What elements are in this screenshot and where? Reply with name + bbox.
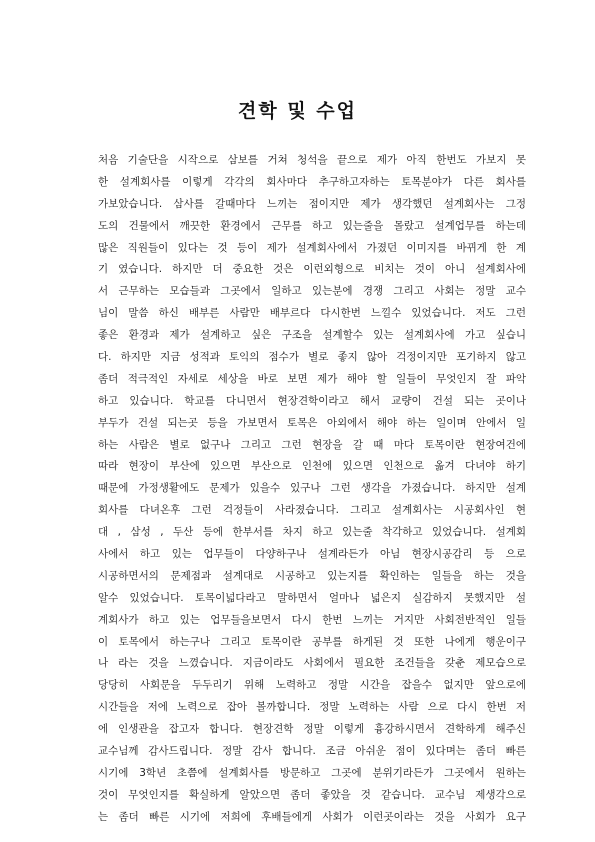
text-line: 교수님께 감사드립니다. 정말 감사 합니다. 조금 아쉬운 점이 있다며는 좀더 빠른 <box>98 745 526 758</box>
text-line: 계회사가 하고 있는 업무들을보면서 다시 한번 느끼는 거지만 사회전반적인 일들 <box>98 613 526 626</box>
text-line: 좋은 환경과 제가 설계하고 싶은 구조을 설계할수 있는 설계회사에 가고 싶습니 <box>98 329 526 342</box>
text-line: 때문에 가정생활에도 문제가 있을수 있구나 그런 생각을 가졌습니다. 하지만 설계 <box>98 482 526 495</box>
text-line: 부두가 건설 되는곳 등을 가보면서 토목은 아외에서 해야 하는 일이며 안에서 일 <box>98 416 526 429</box>
text-line: 시공하면서의 문제점과 설계대로 시공하고 있는지를 확인하는 일들을 하는 것을 <box>98 569 526 582</box>
text-line: 나 라는 것을 느꼈습니다. 지금이라도 사회에서 필요한 조건들을 갖춘 제모습으로 <box>98 657 526 670</box>
text-line: 는 좀더 빠른 시기에 저희에 후배들에게 사회가 이런곳이라는 것을 사회가 요구 <box>98 810 526 823</box>
text-line: 에 인생관을 잡고자 합니다. 현장견학 정말 이렇게 흉강하시면서 견학하게 해주신 <box>98 723 526 736</box>
text-line: 많은 직원들이 있다는 것 등이 제가 설계회사에서 가졌던 이미지를 바뀌게 한 계 <box>98 241 526 254</box>
text-line: 이 토목에서 하는구나 그리고 토목이란 공부를 하게된 것 또한 나에게 행운이구 <box>98 635 526 648</box>
text-line: 서 근무하는 모습들과 그곳에서 일하고 있는분에 경쟁 그리고 사회는 정말 교수 <box>98 285 526 298</box>
text-line: 님이 말씀 하신 배부른 사람만 배부르다 다시한번 느낄수 있었습니다. 저도 그런 <box>98 307 526 320</box>
text-line: 당당히 사회문을 두두리기 위해 노력하고 정말 시간을 잡을수 없지만 앞으로에 <box>98 679 526 692</box>
text-line: 따라 현장이 부산에 있으면 부산으로 인천에 있으면 인천으로 옮겨 다녀야 하기 <box>98 460 526 473</box>
body-text <box>98 150 526 829</box>
text-line: 하고 있습니다. 학교를 다니면서 현장견학이라고 해서 교량이 건설 되는 곳이나 <box>98 394 526 407</box>
page-title: 견학 및 수업 <box>238 100 357 122</box>
text-line: 가보았습니다. 삼사를 갈때마다 느끼는 점이지만 제가 생각했던 설계회사는 그정 <box>98 197 526 210</box>
text-line: 회사를 다녀온후 그런 걱정들이 사라졌습니다. 그리고 설계회사는 시공회사인 현 <box>98 504 526 517</box>
text-line: 한 설계회사를 이렇게 각각의 회사마다 추구하고자하는 토목분야가 다른 회사를 <box>98 175 526 188</box>
text-line: 것이 무엇인지를 확실하게 알았으면 좀더 좋았을 것 같습니다. 교수님 제생각으로 <box>98 788 526 801</box>
text-line: 처음 기술단을 시작으로 삼보를 거쳐 청석을 끝으로 제가 아직 한번도 가보지 못 <box>98 154 526 166</box>
text-line: 알수 있었습니다. 토목이넓다라고 말하면서 얼마나 넓은지 실감하지 못했지만 설 <box>98 591 526 604</box>
text-line: 시간들을 저에 노력으로 잡아 볼까합니다. 정말 노력하는 사람 으로 다시 한번 저 <box>98 701 526 714</box>
text-line: 기 였습니다. 하지만 더 중요한 것은 이런외형으로 비치는 것이 아니 설계회사에 <box>98 263 526 276</box>
text-line: 다. 하지만 지금 성적과 토익의 점수가 별로 좋지 않아 걱정이지만 포기하지 않고 <box>98 351 526 364</box>
text-line: 사에서 하고 있는 업무들이 다양하구나 설계라든가 아님 현장시공감리 등 으로 <box>98 548 526 561</box>
text-line: 대 , 삼성 , 두산 등에 한부서를 차지 하고 있는줄 착각하고 있었습니다. 설계회 <box>98 526 526 539</box>
text-line: 하는 사람은 별로 없구나 그리고 그런 현장을 갈 때 마다 토목이란 현장여건에 <box>98 438 526 451</box>
text-line: 좀더 적극적인 자세로 세상을 바로 보면 제가 해야 할 일들이 무엇인지 잘 파악 <box>98 372 526 385</box>
text-line: 도의 건물에서 깨끗한 환경에서 근무를 하고 있는줄을 몰랐고 설계업무를 하는데 <box>98 219 526 232</box>
text-line: 시기에 3학년 초쯤에 설계회사를 방문하고 그곳에 분위기라든가 그곳에서 원하는 <box>98 766 526 779</box>
